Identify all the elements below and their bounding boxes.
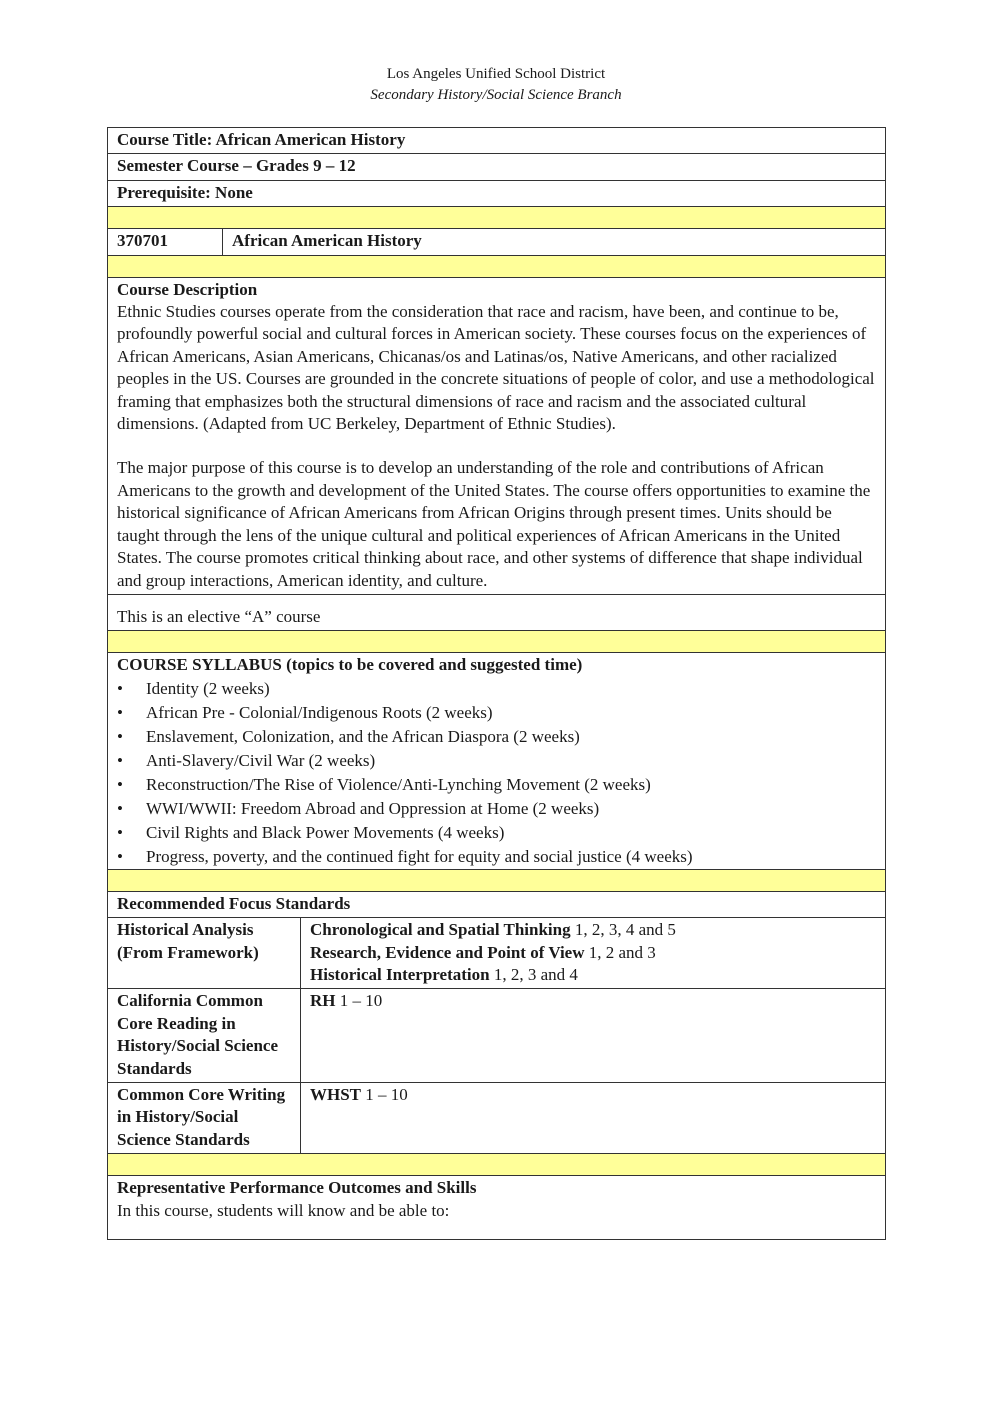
reading-standards xyxy=(301,989,886,1083)
page-header xyxy=(0,64,992,106)
prerequisite: Prerequisite: None xyxy=(108,180,886,206)
writing-standards xyxy=(301,1082,886,1153)
standard-line xyxy=(310,919,876,941)
highlight-divider xyxy=(108,1154,886,1176)
syllabus-list xyxy=(117,677,876,869)
syllabus-item: • Progress, poverty, and the continued fight for equity and social justice (4 weeks) xyxy=(117,845,876,869)
writing-standards-label: Common Core Writing in History/Social Science Standards xyxy=(108,1082,301,1153)
syllabus-item: • African Pre - Colonial/Indigenous Roots (2 weeks) xyxy=(117,701,876,725)
course-description-heading: Course Description xyxy=(117,279,258,299)
highlight-divider xyxy=(108,255,886,277)
standard-line xyxy=(310,964,876,986)
highlight-divider xyxy=(108,631,886,653)
standard-name: Research, Evidence and Point of View xyxy=(310,942,585,962)
outcomes-heading: Representative Performance Outcomes and Skills xyxy=(117,1178,477,1198)
branch-name: Secondary History/Social Science Branch xyxy=(370,87,622,103)
syllabus-heading: COURSE SYLLABUS (topics to be covered and suggested time) xyxy=(117,655,583,675)
syllabus-item: • Civil Rights and Black Power Movements (4 weeks) xyxy=(117,821,876,845)
standard-numbers: 1, 2, 3, 4 and 5 xyxy=(570,920,676,940)
highlight-divider xyxy=(108,207,886,229)
performance-outcomes xyxy=(108,1176,886,1240)
outcomes-text: In this course, students will know and be able to: xyxy=(117,1200,450,1220)
standard-name: Chronological and Spatial Thinking xyxy=(310,920,571,940)
course-syllabus xyxy=(108,653,886,869)
district-name: Los Angeles Unified School District xyxy=(386,66,606,82)
syllabus-item: • Enslavement, Colonization, and the African Diaspora (2 weeks) xyxy=(117,725,876,749)
historical-analysis-standards xyxy=(301,918,886,989)
course-code: 370701 xyxy=(108,229,223,255)
course-description xyxy=(108,277,886,594)
standard-name: RH xyxy=(310,991,336,1011)
course-title: Course Title: African American History xyxy=(108,128,886,154)
course-description-paragraph: Ethnic Studies courses operate from the consideration that race and racism, have been, and continue to be, profoundly powerful social and cultural forces in American society. These courses focus on the experiences of African Americans, Asian Americans, Chicanas/os and Latinas/os, Native Americans, and other racialized peoples in the US. Courses are grounded in the concrete situations of people of color, and use a methodological framing that emphasizes both the structural dimensions of race and racism and the associated cultural dimensions. (Adapted from UC Berkeley, Department of Ethnic Studies). xyxy=(117,302,875,434)
course-code-name: African American History xyxy=(223,229,886,255)
standards-heading: Recommended Focus Standards xyxy=(108,891,886,917)
standard-line xyxy=(310,942,876,964)
syllabus-item: • Reconstruction/The Rise of Violence/Anti-Lynching Movement (2 weeks) xyxy=(117,773,876,797)
syllabus-item: • Anti-Slavery/Civil War (2 weeks) xyxy=(117,749,876,773)
semester-grades: Semester Course – Grades 9 – 12 xyxy=(108,154,886,180)
historical-analysis-label: Historical Analysis (From Framework) xyxy=(108,918,301,989)
elective-note: This is an elective “A” course xyxy=(108,594,886,630)
standard-numbers: 1, 2, 3 and 4 xyxy=(489,964,578,984)
standard-name: WHST xyxy=(310,1084,362,1104)
syllabus-item: • Identity (2 weeks) xyxy=(117,677,876,701)
course-description-paragraph: The major purpose of this course is to develop an understanding of the role and contributions of African Americans to the growth and development of the United States. The course offers opportunities to examine the historical significance of African Americans from African Origins through present times. Units should be taught through the lens of the unique cultural and political experiences of African Americans in the United States. The course promotes critical thinking about race, and other systems of difference that shape individual and group interactions, American identity, and culture. xyxy=(117,458,871,590)
highlight-divider xyxy=(108,869,886,891)
syllabus-item: • WWI/WWII: Freedom Abroad and Oppression at Home (2 weeks) xyxy=(117,797,876,821)
reading-standards-label: California Common Core Reading in History/Social Science Standards xyxy=(108,989,301,1083)
standard-numbers: 1, 2 and 3 xyxy=(584,942,656,962)
standard-name: Historical Interpretation xyxy=(310,964,490,984)
standard-numbers: 1 – 10 xyxy=(335,991,383,1011)
course-outline-table xyxy=(107,127,886,1240)
standard-numbers: 1 – 10 xyxy=(361,1084,408,1104)
